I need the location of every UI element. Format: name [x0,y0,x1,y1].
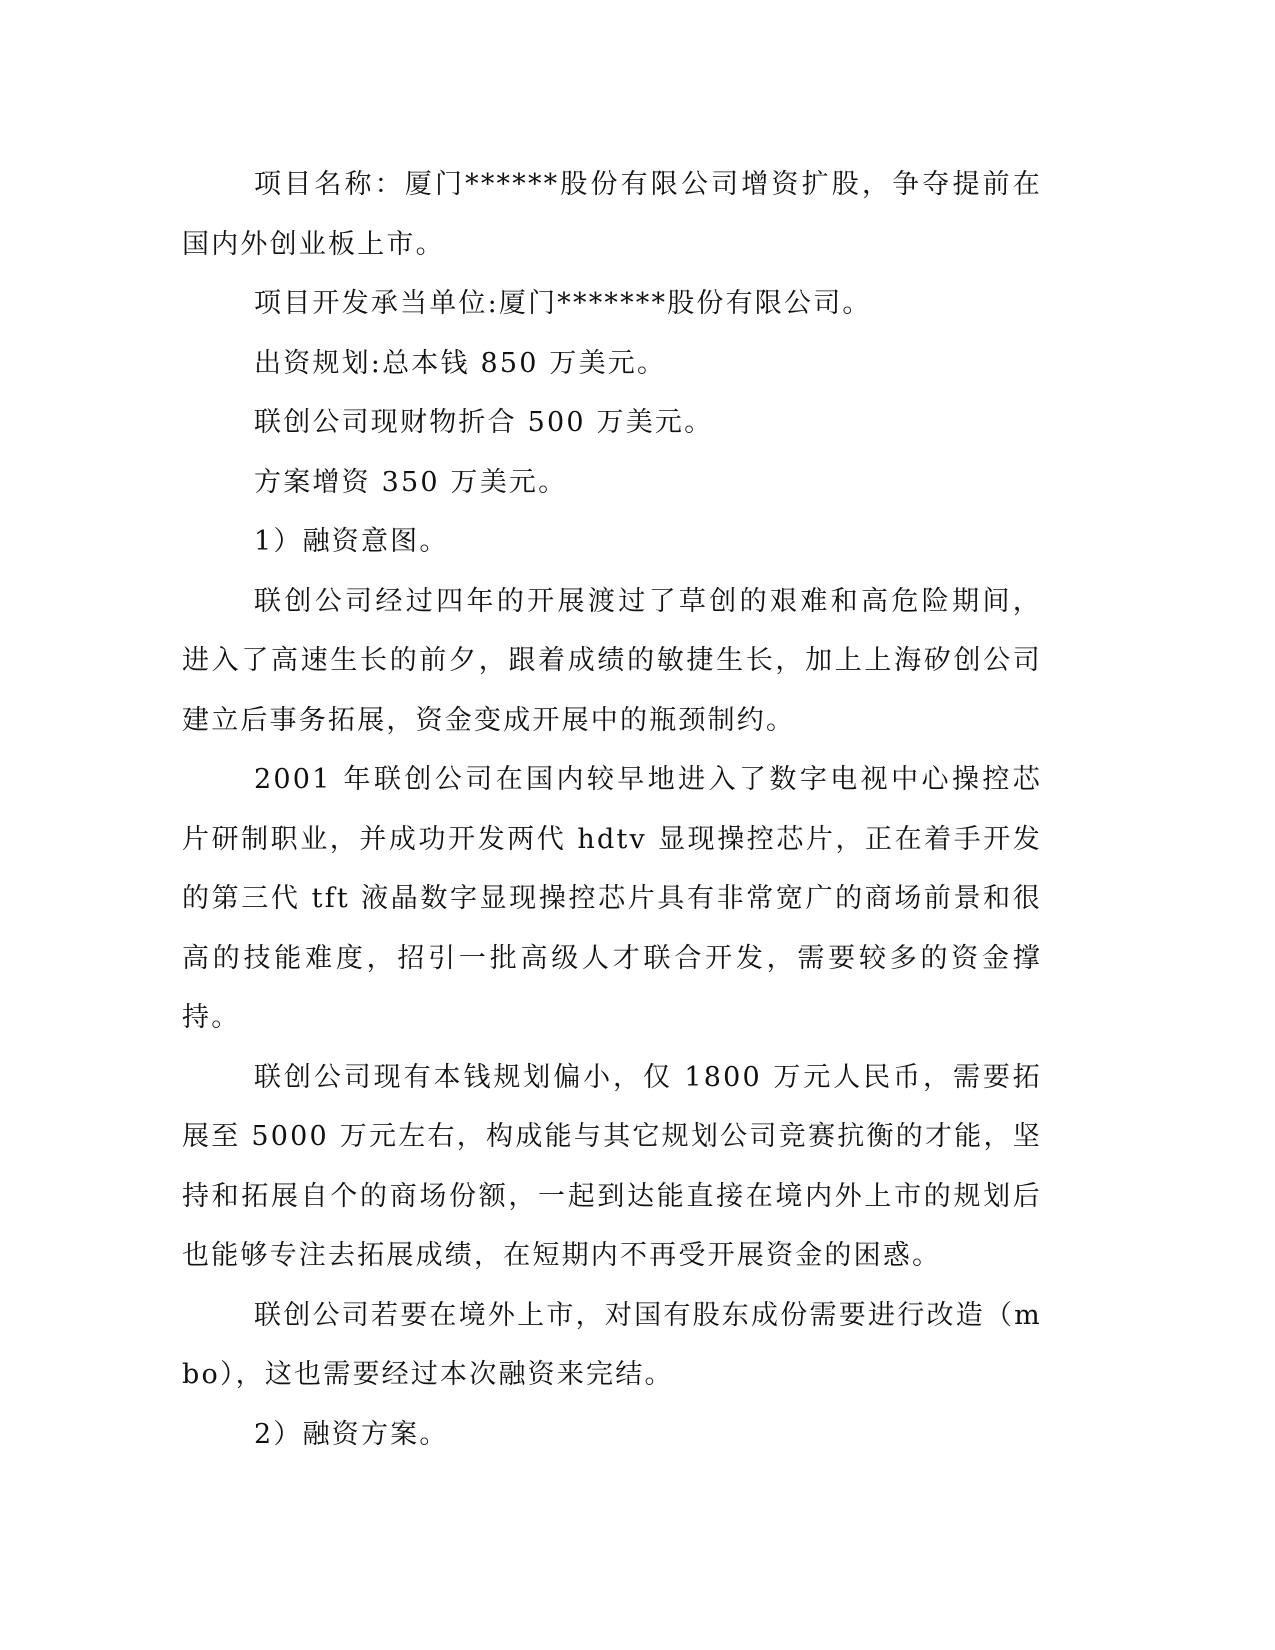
paragraph-growth: 联创公司经过四年的开展渡过了草创的艰难和高危险期间，进入了高速生长的前夕，跟着成绩的敏捷生长，加上上海矽创公司建立后事务拓展，资金变成开展中的瓶颈制约。 [182,585,1042,736]
paragraph-asset-value: 联创公司现财物折合 500 万美元。 [254,407,714,438]
paragraph-listing-mbo: 联创公司若要在境外上市，对国有股东成份需要进行改造（mbo），这也需要经过本次融资来完结。 [182,1299,1042,1390]
paragraph-investment-scale: 出资规划:总本钱 850 万美元。 [254,347,667,379]
paragraph-developer: 项目开发承当单位:厦门*******股份有限公司。 [254,288,872,319]
heading-financing-purpose: 1）融资意图。 [254,526,449,557]
heading-financing-plan: 2）融资方案。 [254,1418,449,1450]
paragraph-capital-expansion: 联创公司现有本钱规划偏小，仅 1800 万元人民币，需要拓展至 5000 万元左右，构成能与其它规划公司竞赛抗衡的才能，坚持和拓展自个的商场份额，一起到达能直接在境内外上市的规划后也能够专注去拓展成绩，在短期内不再受开展资金的困惑。 [182,1061,1042,1271]
paragraph-chip-development: 2001 年联创公司在国内较早地进入了数字电视中心操控芯片研制职业，并成功开发两代 hdtv 显现操控芯片，正在着手开发的第三代 tft 液晶数字显现操控芯片具有非常宽广的商场前景和很高的技能难度，招引一批高级人才联合开发，需要较多的资金撑持。 [182,764,1042,1033]
paragraph-capital-increase: 方案增资 350 万美元。 [254,466,568,498]
document-body [182,155,1042,1464]
paragraph-project-name: 项目名称：厦门******股份有限公司增资扩股，争夺提前在国内外创业板上市。 [182,169,1042,260]
